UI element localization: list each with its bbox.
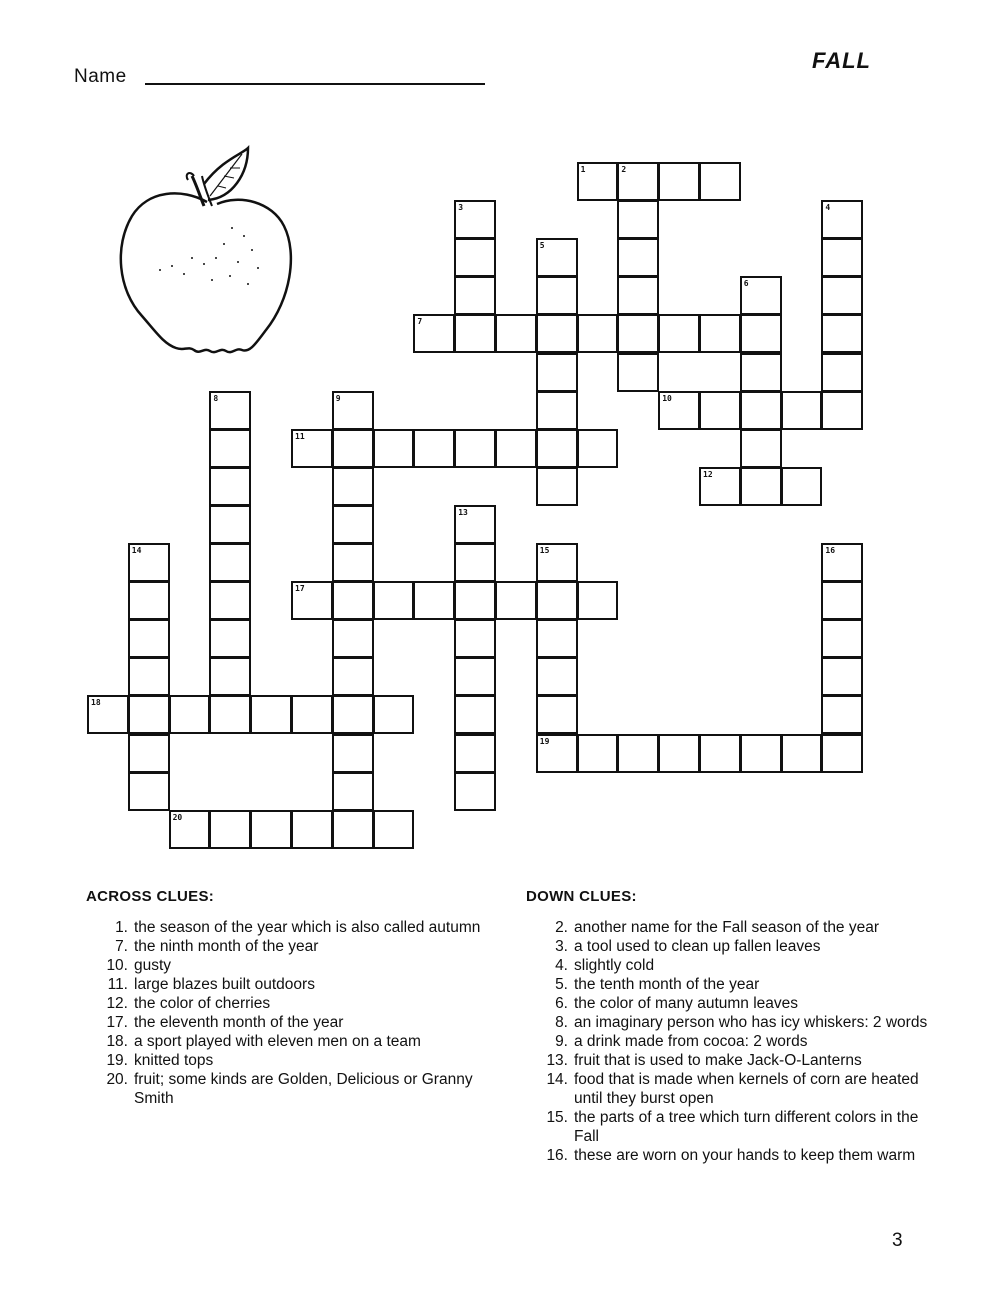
crossword-cell[interactable]: [821, 314, 863, 353]
clue-number: 3.: [555, 938, 568, 955]
crossword-cell[interactable]: [169, 810, 211, 849]
crossword-cell[interactable]: [781, 467, 823, 506]
cell-number: 10: [662, 393, 672, 403]
clue-number: 9.: [555, 1033, 568, 1050]
crossword-cell[interactable]: [373, 810, 415, 849]
crossword-cell[interactable]: [577, 314, 619, 353]
crossword-cell[interactable]: [617, 734, 659, 773]
crossword-cell[interactable]: [577, 429, 619, 468]
clue-text: gusty: [134, 957, 172, 974]
crossword-cell[interactable]: [169, 695, 211, 734]
cell-number: 5: [539, 241, 545, 251]
crossword-cell[interactable]: [536, 581, 578, 620]
crossword-cell[interactable]: [128, 734, 170, 773]
crossword-cell[interactable]: [577, 162, 619, 201]
clue-number: 12.: [106, 995, 128, 1012]
across-clue-list: [86, 918, 496, 1108]
clue-item: [526, 1032, 936, 1051]
crossword-cell[interactable]: [536, 734, 578, 773]
crossword-cell[interactable]: [291, 695, 333, 734]
cell-number: 7: [417, 317, 423, 327]
crossword-cell[interactable]: [332, 543, 374, 582]
crossword-cell[interactable]: [209, 391, 251, 430]
name-label: Name: [74, 66, 127, 87]
crossword-cell[interactable]: [740, 429, 782, 468]
crossword-cell[interactable]: [332, 772, 374, 811]
crossword-cell[interactable]: [617, 162, 659, 201]
crossword-cell[interactable]: [454, 695, 496, 734]
crossword-cell[interactable]: [740, 314, 782, 353]
cell-number: 9: [335, 393, 341, 403]
crossword-cell[interactable]: [821, 276, 863, 315]
crossword-cell[interactable]: [536, 314, 578, 353]
crossword-cell[interactable]: [740, 391, 782, 430]
clue-number: 1.: [115, 919, 128, 936]
clue-item: [86, 994, 496, 1013]
crossword-cell[interactable]: [413, 581, 455, 620]
crossword-cell[interactable]: [373, 695, 415, 734]
page-title: FALL: [812, 48, 871, 73]
crossword-cell[interactable]: [821, 657, 863, 696]
clue-item: [86, 1070, 496, 1108]
crossword-cell[interactable]: [781, 734, 823, 773]
crossword-cell[interactable]: [740, 467, 782, 506]
crossword-cell[interactable]: [536, 467, 578, 506]
clue-text: knitted tops: [134, 1052, 214, 1069]
crossword-cell[interactable]: [454, 772, 496, 811]
clue-number: 14.: [546, 1071, 568, 1088]
crossword-cell[interactable]: [617, 314, 659, 353]
crossword-cell[interactable]: [332, 505, 374, 544]
clue-number: 6.: [555, 995, 568, 1012]
cell-number: 12: [703, 469, 713, 479]
crossword-cell[interactable]: [577, 734, 619, 773]
crossword-cell[interactable]: [454, 314, 496, 353]
clue-item: [526, 994, 936, 1013]
crossword-cell[interactable]: [291, 429, 333, 468]
crossword-cell[interactable]: [128, 619, 170, 658]
clue-text: a sport played with eleven men on a team: [134, 1033, 421, 1050]
crossword-cell[interactable]: [699, 391, 741, 430]
crossword-cell[interactable]: [373, 581, 415, 620]
crossword-cell[interactable]: [495, 429, 537, 468]
cell-number: 1: [580, 165, 586, 174]
cell-number: 8: [213, 393, 219, 403]
cell-number: 6: [743, 279, 749, 289]
crossword-cell[interactable]: [128, 581, 170, 620]
cell-number: 4: [825, 203, 831, 213]
crossword-cell[interactable]: [209, 619, 251, 658]
crossword-cell[interactable]: [209, 657, 251, 696]
clue-item: [526, 975, 936, 994]
page-number: 3: [892, 1230, 903, 1251]
crossword-cell[interactable]: [821, 200, 863, 239]
cell-number: 11: [295, 431, 305, 441]
crossword-cell[interactable]: [699, 734, 741, 773]
clue-number: 18.: [106, 1033, 128, 1050]
clue-item: [526, 1051, 936, 1070]
clue-item: [526, 956, 936, 975]
clue-item: [526, 1108, 936, 1146]
clue-text: another name for the Fall season of the year: [574, 919, 880, 936]
crossword-cell[interactable]: [332, 734, 374, 773]
crossword-cell[interactable]: [454, 581, 496, 620]
crossword-cell[interactable]: [454, 543, 496, 582]
down-clues: [526, 888, 936, 1165]
clue-item: [86, 1032, 496, 1051]
crossword-cell[interactable]: [209, 695, 251, 734]
crossword-cell[interactable]: [821, 543, 863, 582]
crossword-cell[interactable]: [332, 657, 374, 696]
crossword-cell[interactable]: [291, 810, 333, 849]
clue-text: a drink made from cocoa: 2 words: [574, 1033, 808, 1050]
clue-text: the parts of a tree which turn different colors in the Fall: [574, 1109, 919, 1145]
clue-number: 11.: [107, 976, 128, 993]
clue-number: 8.: [555, 1014, 568, 1031]
clue-item: [86, 956, 496, 975]
crossword-cell[interactable]: [250, 810, 292, 849]
crossword-cell[interactable]: [209, 429, 251, 468]
clue-text: large blazes built outdoors: [134, 976, 315, 993]
down-heading: DOWN CLUES:: [526, 888, 637, 905]
crossword-cell[interactable]: [332, 619, 374, 658]
cell-number: 20: [172, 812, 183, 822]
crossword-cell[interactable]: [128, 695, 170, 734]
clue-text: fruit that is used to make Jack-O-Lanterns: [574, 1052, 862, 1069]
cell-number: 18: [91, 698, 101, 708]
crossword-cell[interactable]: [454, 238, 496, 277]
crossword-cell[interactable]: [699, 467, 741, 506]
crossword-cell[interactable]: [536, 429, 578, 468]
clue-text: food that is made when kernels of corn are heated until they burst open: [574, 1071, 919, 1107]
crossword-cell[interactable]: [495, 581, 537, 620]
clue-number: 7.: [115, 938, 128, 955]
cell-number: 16: [825, 546, 836, 555]
crossword-cell[interactable]: [821, 391, 863, 430]
crossword-cell[interactable]: [413, 429, 455, 468]
crossword-cell[interactable]: [332, 429, 374, 468]
clue-number: 16.: [546, 1147, 568, 1164]
clue-number: 2.: [555, 919, 568, 936]
crossword-cell[interactable]: [128, 772, 170, 811]
clue-number: 5.: [555, 976, 568, 993]
clue-text: an imaginary person who has icy whiskers: 2 words: [574, 1014, 928, 1031]
crossword-cell[interactable]: [332, 391, 374, 430]
cell-number: 13: [458, 507, 468, 517]
crossword-cell[interactable]: [821, 353, 863, 392]
crossword-cell[interactable]: [536, 238, 578, 277]
crossword-cell[interactable]: [740, 276, 782, 315]
clue-item: [526, 1070, 936, 1108]
crossword-cell[interactable]: [454, 200, 496, 239]
crossword-cell[interactable]: [577, 581, 619, 620]
crossword-cell[interactable]: [536, 695, 578, 734]
crossword-cell[interactable]: [373, 429, 415, 468]
clue-text: a tool used to clean up fallen leaves: [574, 938, 821, 955]
clue-number: 13.: [546, 1052, 568, 1069]
crossword-cell[interactable]: [536, 543, 578, 582]
crossword-cell[interactable]: [454, 734, 496, 773]
crossword-cell[interactable]: [536, 391, 578, 430]
cell-number: 2: [621, 165, 627, 174]
crossword-cell[interactable]: [536, 276, 578, 315]
crossword-cell[interactable]: [209, 467, 251, 506]
crossword-cell[interactable]: [291, 581, 333, 620]
crossword-cell[interactable]: [454, 505, 496, 544]
clue-item: [86, 918, 496, 937]
crossword-cell[interactable]: [699, 162, 741, 201]
crossword-cell[interactable]: [413, 314, 455, 353]
clue-text: the season of the year which is also called autumn: [134, 919, 481, 936]
across-clues: [86, 888, 496, 1108]
cell-number: 17: [295, 584, 305, 594]
crossword-cell[interactable]: [617, 238, 659, 277]
clue-text: these are worn on your hands to keep them warm: [574, 1147, 916, 1164]
crossword-cell[interactable]: [495, 314, 537, 353]
crossword-cell[interactable]: [209, 810, 251, 849]
crossword-cell[interactable]: [821, 695, 863, 734]
cell-number: 15: [539, 546, 550, 555]
crossword-cell[interactable]: [617, 353, 659, 392]
crossword-cell[interactable]: [658, 734, 700, 773]
cell-number: 14: [131, 546, 142, 555]
crossword-cell[interactable]: [454, 276, 496, 315]
crossword-cell[interactable]: [617, 200, 659, 239]
crossword-cell[interactable]: [454, 619, 496, 658]
clue-number: 19.: [106, 1052, 128, 1069]
clue-number: 17.: [106, 1014, 128, 1031]
clue-number: 10.: [106, 957, 128, 974]
clue-item: [86, 1013, 496, 1032]
clue-item: [86, 937, 496, 956]
crossword-cell[interactable]: [658, 391, 700, 430]
crossword-cell[interactable]: [658, 314, 700, 353]
crossword-cell[interactable]: [209, 505, 251, 544]
clue-text: the ninth month of the year: [134, 938, 319, 955]
clue-text: the tenth month of the year: [574, 976, 760, 993]
crossword-cell[interactable]: [740, 353, 782, 392]
clue-text: slightly cold: [574, 957, 655, 974]
clue-number: 4.: [555, 957, 568, 974]
cell-number: 3: [458, 203, 464, 213]
clue-item: [526, 1013, 936, 1032]
crossword-cell[interactable]: [332, 695, 374, 734]
clue-item: [86, 975, 496, 994]
crossword-cell[interactable]: [454, 429, 496, 468]
crossword-cell[interactable]: [128, 657, 170, 696]
crossword-cell[interactable]: [821, 238, 863, 277]
crossword-cell[interactable]: [821, 734, 863, 773]
clue-text: the color of many autumn leaves: [574, 995, 799, 1012]
clue-text: fruit; some kinds are Golden, Delicious or Granny Smith: [134, 1071, 473, 1107]
crossword-cell[interactable]: [536, 619, 578, 658]
crossword-cell[interactable]: [658, 162, 700, 201]
clue-item: [86, 1051, 496, 1070]
clue-number: 15.: [546, 1109, 568, 1126]
clue-text: the color of cherries: [134, 995, 271, 1012]
crossword-cell[interactable]: [740, 734, 782, 773]
crossword-cell[interactable]: [454, 657, 496, 696]
clue-item: [526, 918, 936, 937]
crossword-cell[interactable]: [332, 581, 374, 620]
crossword-cell[interactable]: [781, 391, 823, 430]
cell-number: 19: [539, 736, 550, 746]
clue-number: 20.: [106, 1071, 128, 1088]
crossword-cell[interactable]: [699, 314, 741, 353]
crossword-cell[interactable]: [617, 276, 659, 315]
crossword-cell[interactable]: [87, 695, 129, 734]
crossword-cell[interactable]: [536, 353, 578, 392]
crossword-cell[interactable]: [821, 581, 863, 620]
crossword-cell[interactable]: [209, 581, 251, 620]
clue-text: the eleventh month of the year: [134, 1014, 344, 1031]
down-clue-list: [526, 918, 936, 1165]
across-heading: ACROSS CLUES:: [86, 888, 215, 905]
clue-item: [526, 937, 936, 956]
crossword-cell[interactable]: [821, 619, 863, 658]
crossword-cell[interactable]: [250, 695, 292, 734]
crossword-cell[interactable]: [332, 467, 374, 506]
clue-item: [526, 1146, 936, 1165]
crossword-cell[interactable]: [332, 810, 374, 849]
crossword-cell[interactable]: [536, 657, 578, 696]
crossword-cell[interactable]: [128, 543, 170, 582]
crossword-cell[interactable]: [209, 543, 251, 582]
